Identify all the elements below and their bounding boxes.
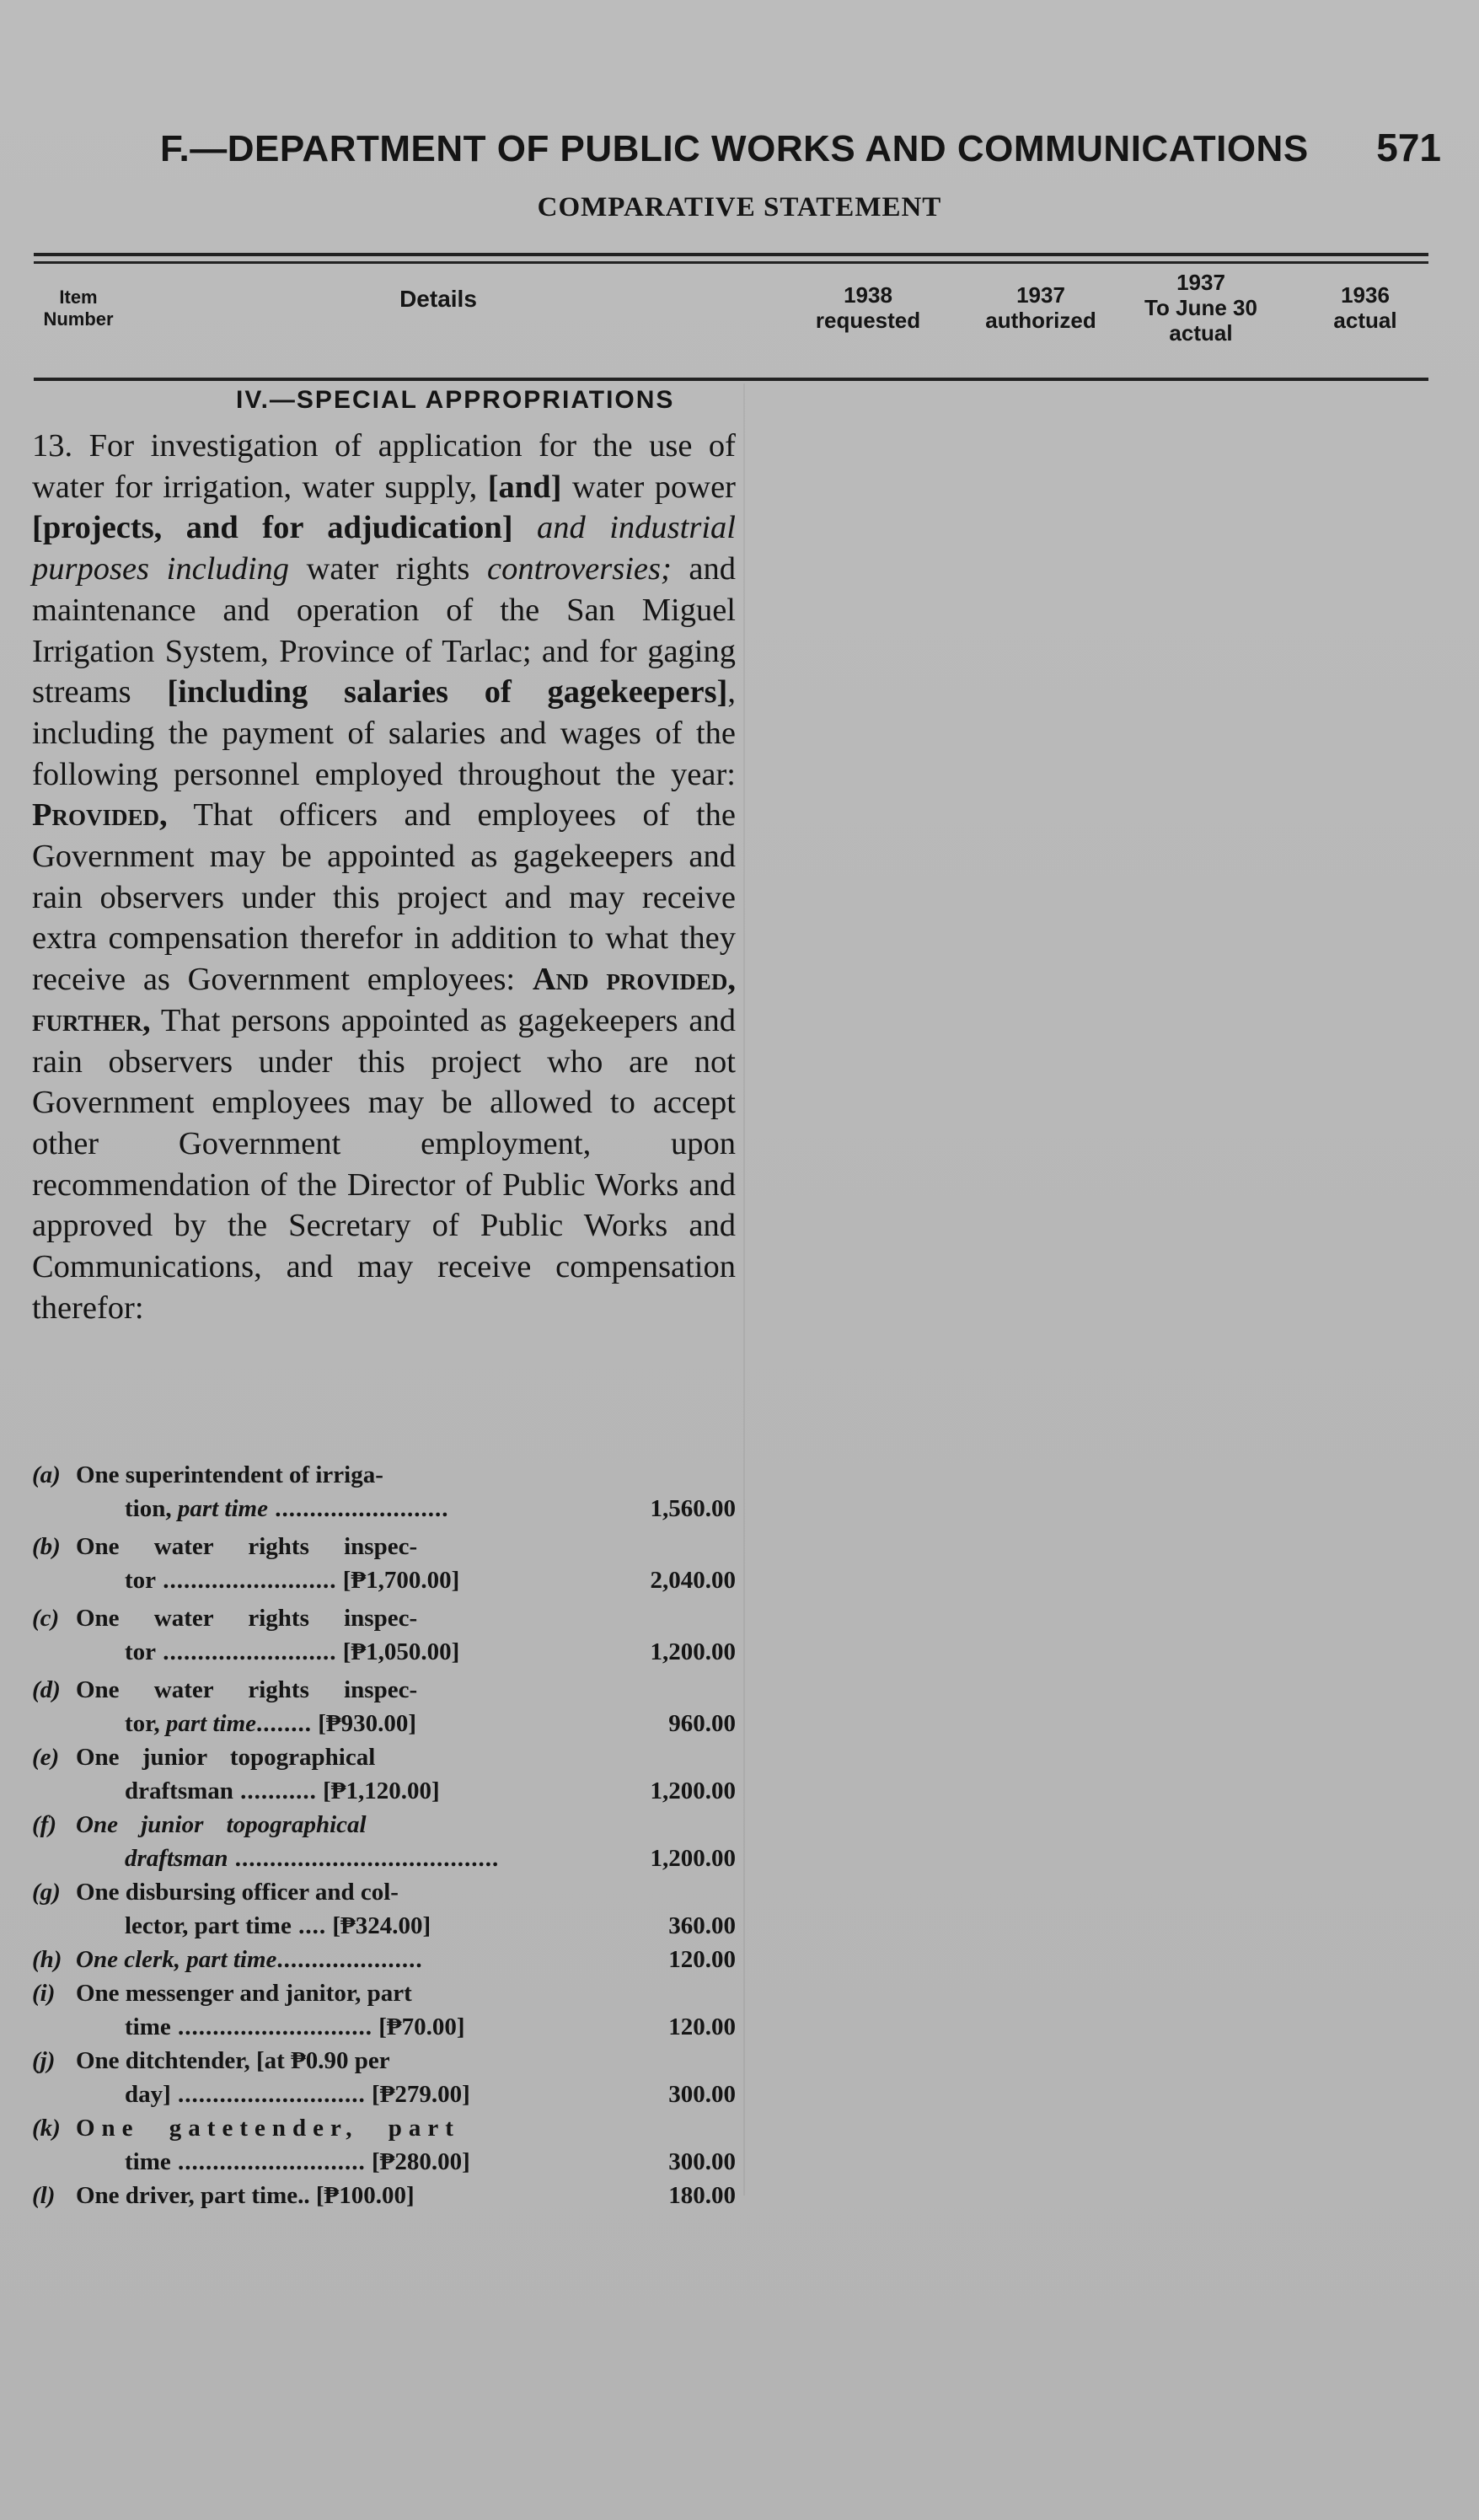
department-title: F.—DEPARTMENT OF PUBLIC WORKS AND COMMUNICATIONS <box>160 128 1309 169</box>
item-label: (k) <box>32 2115 61 2142</box>
item-prior-amount: [₱324.00] <box>332 1912 431 1939</box>
item-dots: ........................... <box>170 2148 366 2175</box>
bleed-through-text <box>750 405 1450 2006</box>
item-line2 <box>125 2010 584 2044</box>
item-line1: One ditchtender, [at ₱0.90 per <box>76 2047 390 2074</box>
personnel-item-c <box>32 1601 736 1672</box>
item-line2 <box>125 1707 584 1740</box>
para-part-bracket-gagekeepers: [including salaries of gagekeepers] <box>167 674 728 710</box>
top-rule-inner <box>34 261 1428 264</box>
para-part-4 <box>513 510 537 545</box>
section-heading: IV.—SPECIAL APPROPRIATIONS <box>236 386 675 414</box>
item-amount: 120.00 <box>668 2013 736 2040</box>
item-label: (d) <box>32 1676 61 1703</box>
item-line1: One superintendent of irriga- <box>76 1461 383 1488</box>
statement-subtitle: COMPARATIVE STATEMENT <box>537 192 942 223</box>
item-prior-amount: [₱70.00] <box>378 2013 465 2040</box>
item-line1: One disbursing officer and col- <box>76 1879 399 1906</box>
item-dots: ......................... <box>156 1638 337 1665</box>
item-amount: 120.00 <box>668 1946 736 1973</box>
para-part-italic-industrial: and industrial purposes including <box>32 510 736 587</box>
item-label: (h) <box>32 1946 62 1973</box>
item-line1: One messenger and janitor, part <box>76 1980 412 2007</box>
item-line1: One water rights inspec- <box>76 1533 418 1560</box>
para-part-2: water power <box>561 469 736 505</box>
para-part-provided: Provided, <box>32 797 168 834</box>
item-prior-amount: [₱1,120.00] <box>323 1777 440 1804</box>
item-dots: ........... <box>233 1777 317 1804</box>
column-header-item-number-text: Item Number <box>43 287 114 330</box>
item-line2-text: day] <box>125 2081 171 2108</box>
item-label: (e) <box>32 1744 60 1771</box>
item-line1: One water rights inspec- <box>76 1605 418 1632</box>
item-line2-text: tor, <box>125 1710 166 1737</box>
item-line1: One junior topographical <box>76 1811 367 1838</box>
para-part-0: 13. For investigation of application for the use of water for irrigation, water supply, <box>32 428 736 505</box>
item-label: (a) <box>32 1461 61 1488</box>
item-prior-amount: [₱930.00] <box>318 1710 417 1737</box>
item-line2-text: time <box>125 2013 171 2040</box>
item-dots: .... <box>291 1912 327 1939</box>
item-dots: ..................... <box>276 1946 423 1973</box>
item-line2-text: tor <box>125 1567 157 1594</box>
item-label: (i) <box>32 1980 56 2007</box>
item-line2-italic: part time <box>165 1710 257 1737</box>
item-line2 <box>125 2078 584 2111</box>
personnel-item-e <box>32 1740 736 1811</box>
column-header-1937-actual <box>1121 270 1281 346</box>
item-line2-text: tor <box>125 1638 157 1665</box>
para-part-12: That officers and employees of the Government may be appointed as gagekeepers and rain observers under this project and may receive extra compensation therefor in addition to what they receive as Government employees: <box>32 797 736 998</box>
item-dots: ............................ <box>170 2013 372 2040</box>
column-header-1937-authorized <box>965 282 1117 333</box>
item-line2 <box>125 1563 584 1597</box>
appropriation-paragraph <box>32 426 736 1328</box>
column-header-details <box>354 287 522 312</box>
header-bottom-rule <box>34 378 1428 381</box>
item-line2 <box>125 1909 584 1943</box>
item-amount: 300.00 <box>668 2081 736 2108</box>
item-amount: 1,200.00 <box>650 1638 736 1665</box>
personnel-item-i <box>32 1976 736 2047</box>
item-label: (j) <box>32 2047 56 2074</box>
item-line2-italic: part time <box>177 1495 268 1522</box>
item-line2-text: lector, part time <box>125 1912 292 1939</box>
para-part-6: water rights <box>289 551 487 587</box>
page-number: 571 <box>1376 126 1441 169</box>
item-line1 <box>76 1943 581 1976</box>
item-prior-amount: [₱280.00] <box>372 2148 470 2175</box>
column-header-1936-actual-text: 1936 actual <box>1333 282 1397 333</box>
item-label: (l) <box>32 2182 56 2209</box>
item-amount: 960.00 <box>668 1710 736 1737</box>
running-header <box>160 125 1441 170</box>
column-header-1938-requested-text: 1938 requested <box>815 282 921 333</box>
item-line1: One gatetender, part <box>76 2115 460 2142</box>
personnel-item-g <box>32 1875 736 1946</box>
column-header-1938-requested <box>792 282 944 333</box>
item-line2-text: time <box>125 2148 171 2175</box>
para-part-8: and maintenance and operation of the San Miguel Irrigation System, Province of Tarlac; and for gaging streams <box>32 551 736 710</box>
item-amount: 1,200.00 <box>650 1845 736 1872</box>
item-line2 <box>125 1492 584 1525</box>
item-line2 <box>125 1635 584 1669</box>
column-header-details-text: Details <box>399 286 477 312</box>
column-divider <box>743 383 745 2196</box>
para-part-10: , including the payment of salaries and wages of the following personnel employed throughout the year: <box>32 674 736 792</box>
item-dots: ...................................... <box>228 1845 500 1872</box>
item-line1: One junior topographical <box>76 1744 376 1771</box>
personnel-item-l <box>32 2179 736 2212</box>
column-header-1936-actual <box>1294 282 1437 333</box>
item-label: (b) <box>32 1533 61 1560</box>
personnel-item-f <box>32 1808 736 1879</box>
item-line2 <box>125 1842 584 1875</box>
item-amount: 1,200.00 <box>650 1777 736 1804</box>
personnel-item-h <box>32 1943 736 1976</box>
para-part-bracket-and: [and] <box>487 469 562 505</box>
para-part-14: That persons appointed as gagekeepers and rain observers under this project who are not Government employees may be allowed to accept other Government employment, upon recommendation of the Director of Public Works and approved by the Secretary of Public Works and Communications, and may receive compensation therefor: <box>32 1002 736 1326</box>
item-prior-amount: [₱279.00] <box>372 2081 470 2108</box>
item-amount: 1,560.00 <box>650 1495 736 1522</box>
item-prior-amount: [₱1,050.00] <box>342 1638 460 1665</box>
top-rule <box>34 253 1428 256</box>
item-line1-text: One clerk, part time <box>76 1946 277 1973</box>
item-line2 <box>125 1774 584 1808</box>
item-prior-amount: [₱100.00] <box>315 2182 415 2209</box>
item-line1 <box>76 2179 581 2212</box>
para-part-bracket-projects: [projects, and for adjudication] <box>32 510 513 546</box>
personnel-item-a <box>32 1458 736 1529</box>
item-amount: 300.00 <box>668 2148 736 2175</box>
item-line1-text: One driver, part time.. <box>76 2182 310 2209</box>
column-header-1937-authorized-text: 1937 authorized <box>985 282 1096 333</box>
personnel-item-d <box>32 1673 736 1744</box>
column-header-item-number <box>24 287 133 330</box>
column-header-1937-actual-text: 1937 To June 30 actual <box>1144 270 1257 346</box>
item-dots: ........ <box>256 1710 313 1737</box>
item-line1: One water rights inspec- <box>76 1676 418 1703</box>
item-label: (c) <box>32 1605 60 1632</box>
item-dots: ........................... <box>170 2081 366 2108</box>
personnel-item-k <box>32 2111 736 2182</box>
item-label: (g) <box>32 1879 61 1906</box>
para-part-italic-controversies: controversies; <box>486 551 672 587</box>
item-line2-text: draftsman <box>125 1777 233 1804</box>
para-part-provided-further: And provided, further, <box>32 962 736 1038</box>
item-line2-text: tion, <box>125 1495 178 1522</box>
item-line2-italic: draftsman <box>125 1845 228 1872</box>
item-dots: ......................... <box>267 1495 449 1522</box>
item-line2 <box>125 2145 584 2179</box>
item-dots: ......................... <box>156 1567 337 1594</box>
personnel-item-b <box>32 1530 736 1600</box>
item-prior-amount: [₱1,700.00] <box>342 1567 460 1594</box>
item-label: (f) <box>32 1811 56 1838</box>
item-amount: 360.00 <box>668 1912 736 1939</box>
personnel-item-j <box>32 2044 736 2115</box>
item-amount: 180.00 <box>668 2182 736 2209</box>
item-amount: 2,040.00 <box>650 1567 736 1594</box>
